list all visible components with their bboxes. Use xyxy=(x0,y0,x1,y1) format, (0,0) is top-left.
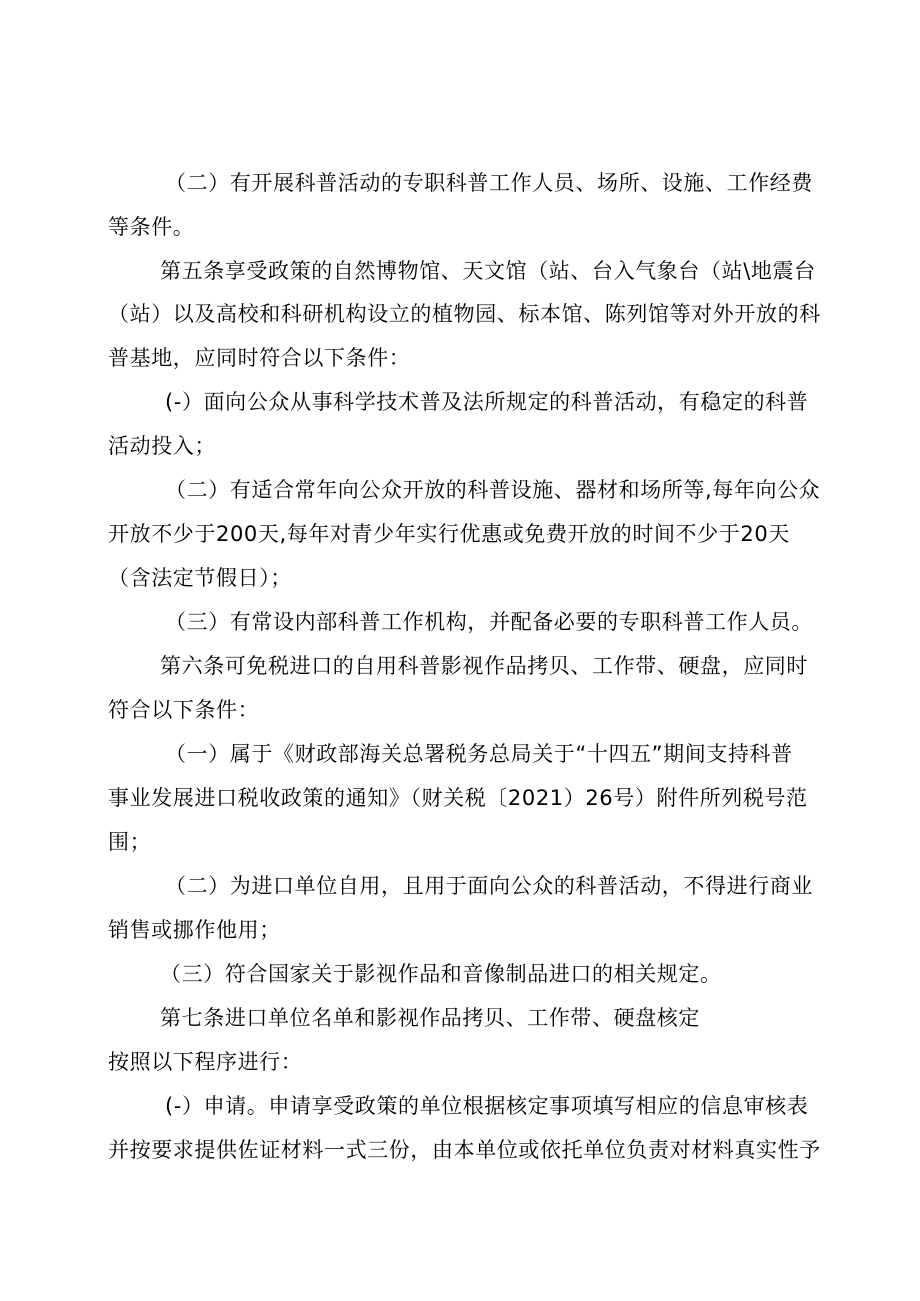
text-line: （二）有适合常年向公众开放的科普设施、器材和场所等,每年向公众 xyxy=(165,478,821,502)
text-line: (-）面向公众从事科学技术普及法所规定的科普活动，有稳定的科普 xyxy=(165,390,809,414)
text-line: （二）有开展科普活动的专职科普工作人员、场所、设施、工作经费 xyxy=(165,171,813,195)
text-line: 第五条享受政策的自然博物馆、天文馆（站、台入气象台（站\地震台 xyxy=(160,259,816,283)
text-line: 事业发展进口税收政策的通知》（财关税〔2021）26号）附件所列税号范 xyxy=(108,786,808,810)
text-line: 普基地，应同时符合以下条件： xyxy=(108,346,411,370)
text-line: 围； xyxy=(108,830,152,854)
text-line: 并按要求提供佐证材料一式三份，由本单位或依托单位负责对材料真实性予 xyxy=(108,1138,821,1162)
text-line: 符合以下条件： xyxy=(108,698,260,722)
text-line: （含法定节假日）； xyxy=(108,566,292,590)
text-line: （三）有常设内部科普工作机构，并配备必要的专职科普工作人员。 xyxy=(165,610,813,634)
text-line: （三）符合国家关于影视作品和音像制品进口的相关规定。 xyxy=(160,962,722,986)
text-line: 销售或挪作他用； xyxy=(108,918,281,942)
text-line: 第七条进口单位名单和影视作品拷贝、工作带、硬盘核定 xyxy=(160,1006,700,1030)
text-line: 第六条可免税进口的自用科普影视作品拷贝、工作带、硬盘，应同时 xyxy=(160,654,808,678)
text-line: 按照以下程序进行： xyxy=(108,1050,303,1074)
text-line: （一）属于《财政部海关总署税务总局关于“十四五”期间支持科普 xyxy=(165,742,793,766)
text-line: （站）以及高校和科研机构设立的植物园、标本馆、陈列馆等对外开放的科 xyxy=(108,302,821,326)
text-line: 等条件。 xyxy=(108,215,195,239)
text-line: 活动投入； xyxy=(108,434,216,458)
text-line: （二）为进口单位自用，且用于面向公众的科普活动，不得进行商业 xyxy=(165,874,813,898)
text-line: 开放不少于200天,每年对青少年实行优惠或免费开放的时间不少于20天 xyxy=(108,522,790,546)
text-line: (-）申请。申请享受政策的单位根据核定事项填写相应的信息审核表 xyxy=(165,1094,809,1118)
